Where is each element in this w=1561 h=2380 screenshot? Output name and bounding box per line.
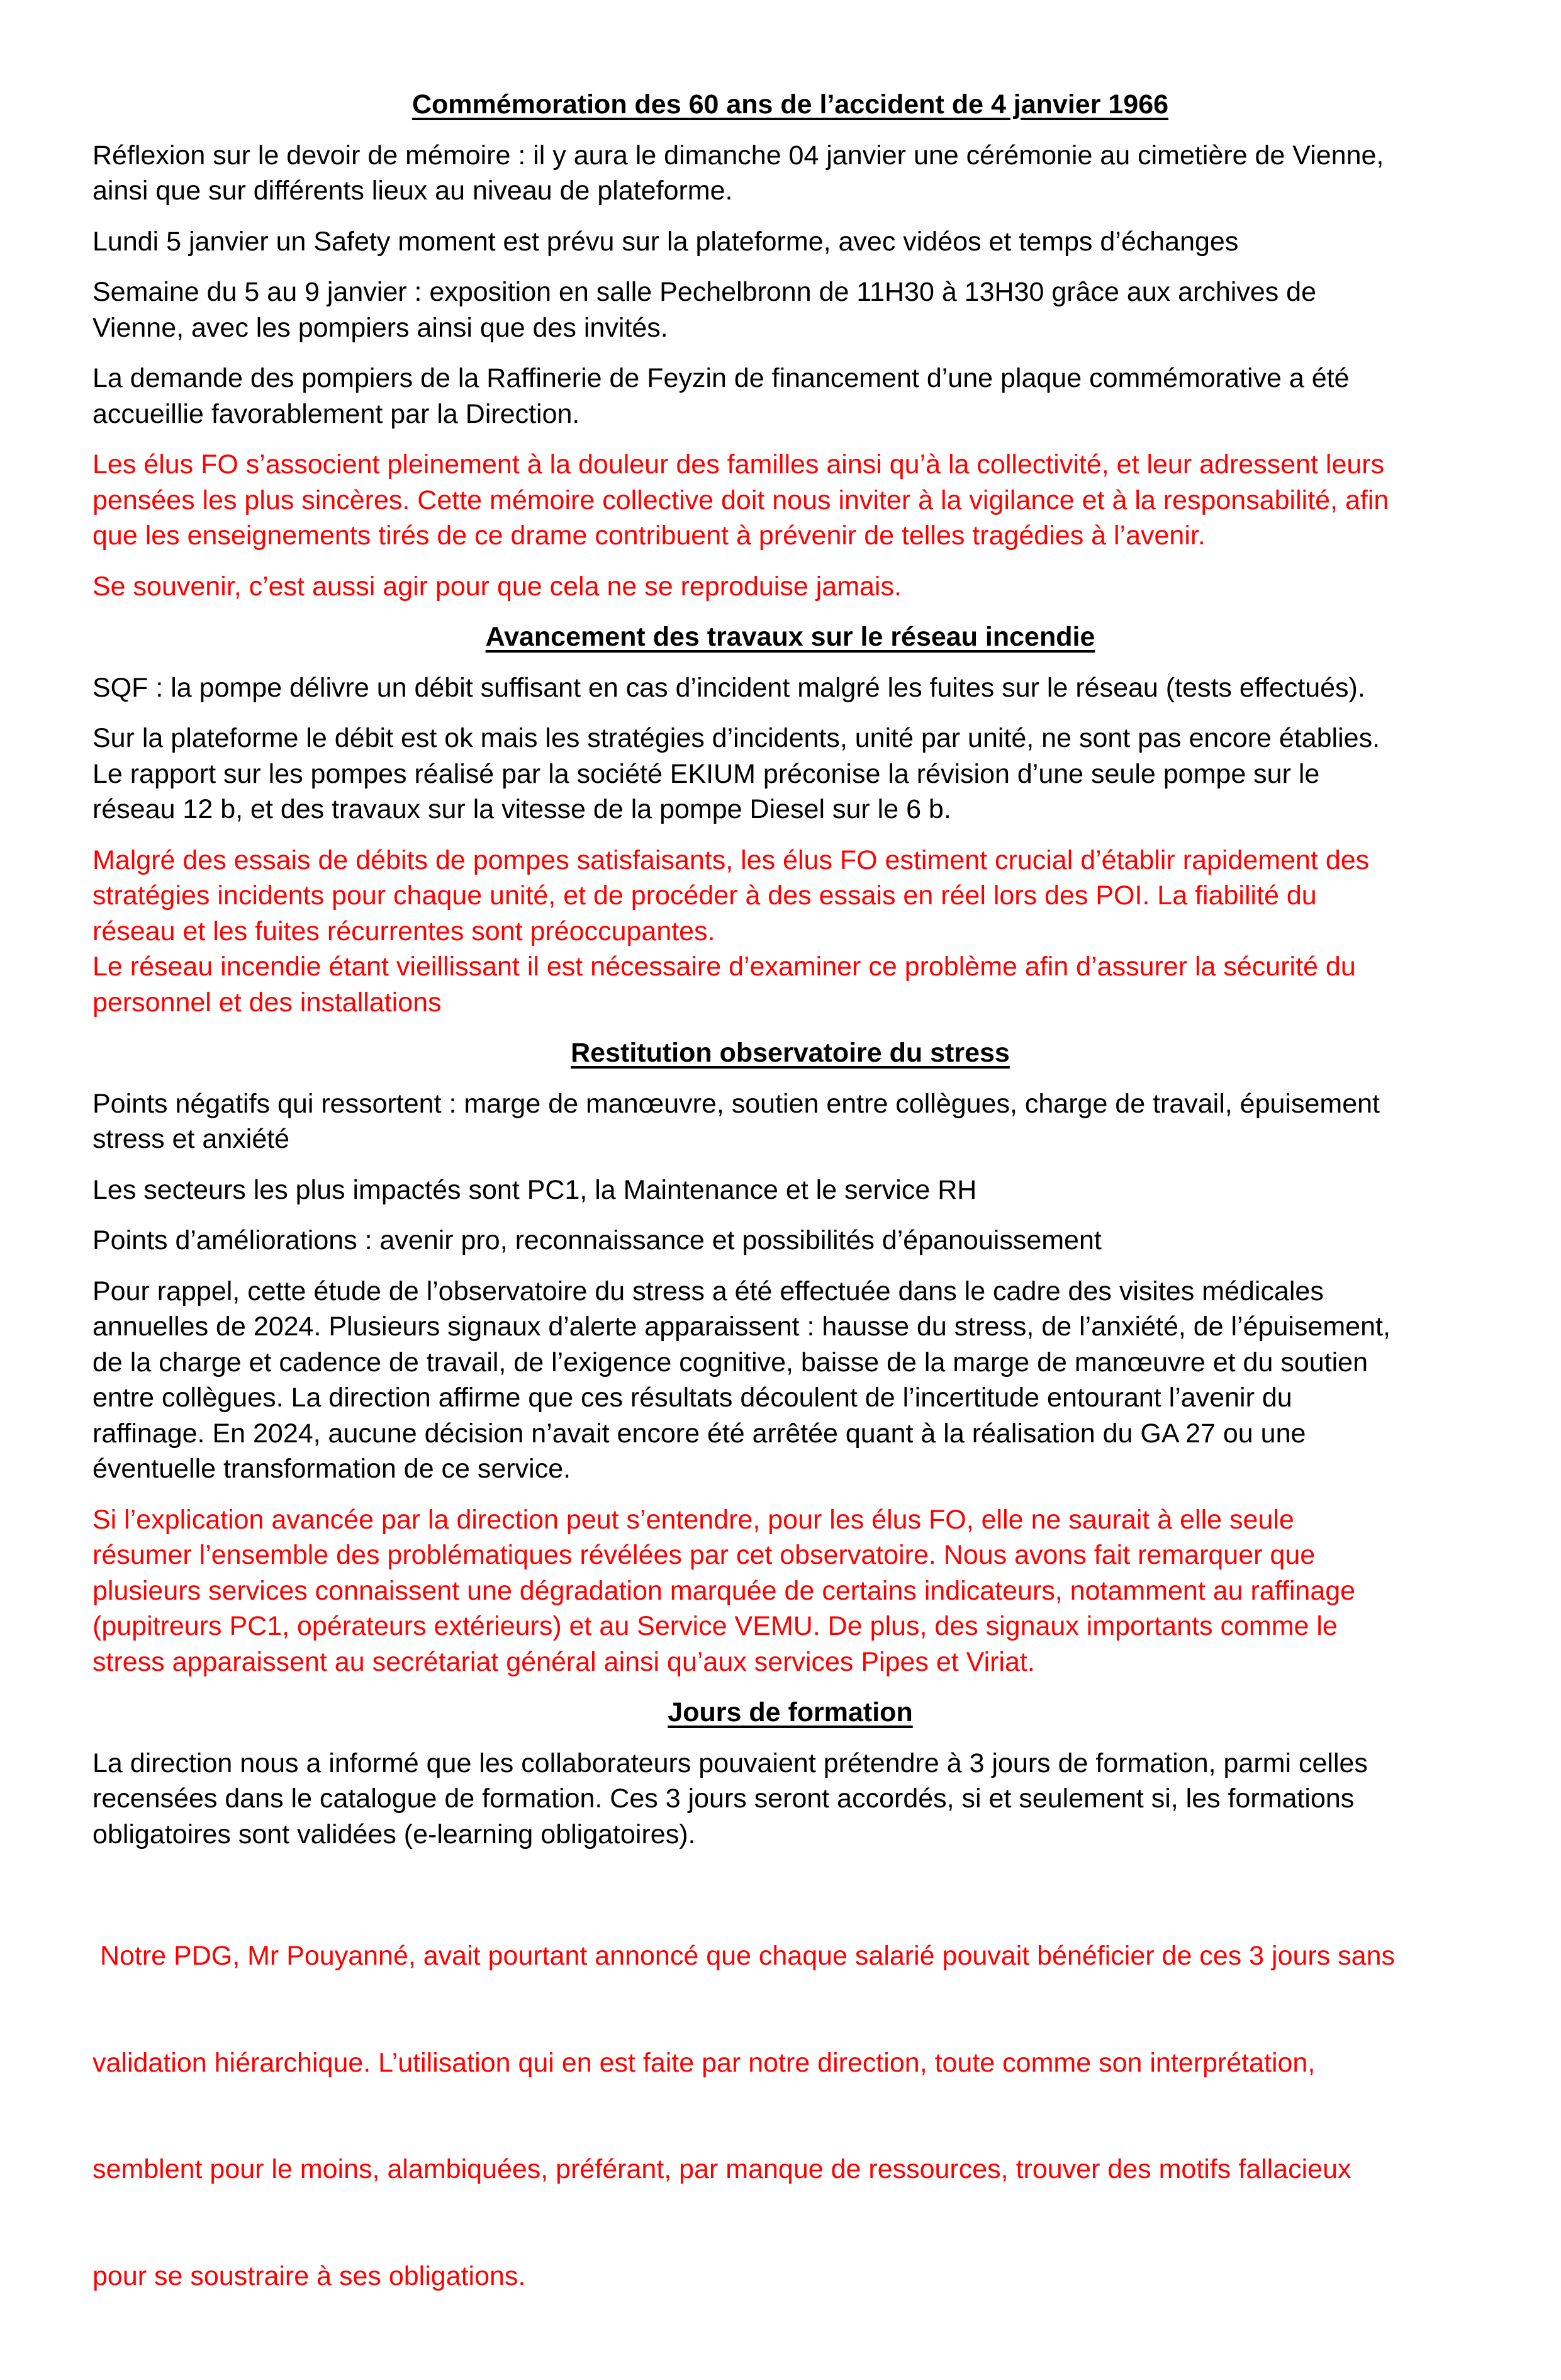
text-line: Malgré des essais de débits de pompes satisfaisants, les élus FO estiment crucial d’établir rapidement des	[92, 845, 1370, 875]
text-line: résumer l’ensemble des problématiques révélées par cet observatoire. Nous avons fait remarquer que	[92, 1540, 1316, 1570]
text-line: Se souvenir, c’est aussi agir pour que cela ne se reproduise jamais.	[92, 571, 902, 602]
text-line: éventuelle transformation de ce service.	[92, 1454, 571, 1484]
paragraph	[92, 361, 1488, 432]
paragraph	[92, 1172, 1488, 1208]
paragraph	[92, 670, 1488, 706]
section-heading-observatoire-stress: Restitution observatoire du stress	[571, 1038, 1010, 1068]
text-line: Lundi 5 janvier un Safety moment est prévu sur la plateforme, avec vidéos et temps d’échanges	[92, 226, 1239, 257]
text-line: (pupitreurs PC1, opérateurs extérieurs) et au Service VEMU. De plus, des signaux importants comme le	[92, 1611, 1338, 1641]
paragraph	[92, 224, 1488, 260]
text-line: Notre PDG, Mr Pouyanné, avait pourtant annoncé que chaque salarié pouvait bénéficier de ces 3 jours sans	[92, 1941, 1396, 1971]
text-line: réseau 12 b, et des travaux sur la vitesse de la pompe Diesel sur le 6 b.	[92, 794, 951, 824]
paragraph	[92, 1746, 1488, 1853]
text-line: obligatoires sont validées (e-learning obligatoires).	[92, 1819, 696, 1850]
text-line: plusieurs services connaissent une dégradation marquée de certains indicateurs, notamment au raffinage	[92, 1575, 1356, 1606]
fo-statement-paragraph	[92, 569, 1488, 605]
section-heading-commemoration: Commémoration des 60 ans de l’accident de 4 janvier 1966	[411, 89, 1169, 120]
text-line: Vienne, avec les pompiers ainsi que des invités.	[92, 312, 668, 343]
text-line: Pour rappel, cette étude de l’observatoire du stress a été effectuée dans le cadre des visites médicales	[92, 1276, 1324, 1306]
section-heading-jours-formation: Jours de formation	[668, 1697, 913, 1727]
text-line: entre collègues. La direction affirme que ces résultats découlent de l’incertitude entourant l’avenir du	[92, 1383, 1292, 1413]
paragraph	[92, 138, 1488, 209]
text-line: validation hiérarchique. L’utilisation qui en est faite par notre direction, toute comme son interprétation,	[92, 2047, 1316, 2078]
paragraph	[92, 1274, 1488, 1487]
text-line: réseau et les fuites récurrentes sont préoccupantes.	[92, 916, 715, 946]
text-line: de la charge et cadence de travail, de l’exigence cognitive, baisse de la marge de manœuvre et du soutien	[92, 1347, 1368, 1378]
text-line: annuelles de 2024. Plusieurs signaux d’alerte apparaissent : hausse du stress, de l’anxiété, de l’épuisement,	[92, 1311, 1390, 1342]
text-line: semblent pour le moins, alambiquées, préférant, par manque de ressources, trouver des motifs fallacieux	[92, 2154, 1351, 2184]
paragraph	[92, 1223, 1488, 1259]
text-line: Points d’améliorations : avenir pro, reconnaissance et possibilités d’épanouissement	[92, 1225, 1102, 1255]
text-line: Semaine du 5 au 9 janvier : exposition en salle Pechelbronn de 11H30 à 13H30 grâce aux archives de	[92, 277, 1317, 307]
text-line: Si l’explication avancée par la direction peut s’entendre, pour les élus FO, elle ne saurait à elle seule	[92, 1504, 1294, 1535]
text-line: Points négatifs qui ressortent : marge de manœuvre, soutien entre collègues, charge de travail, épuisement	[92, 1088, 1380, 1119]
text-line: SQF : la pompe délivre un débit suffisant en cas d’incident malgré les fuites sur le réseau (tests effectués).	[92, 672, 1365, 703]
text-line: Le rapport sur les pompes réalisé par la société EKIUM préconise la révision d’une seule pompe sur le	[92, 758, 1320, 789]
fo-statement-paragraph	[92, 447, 1488, 554]
text-line: stress et anxiété	[92, 1124, 290, 1154]
text-line: Les élus FO s’associent pleinement à la douleur des familles ainsi qu’à la collectivité, et leur adressent leurs	[92, 449, 1385, 480]
paragraph	[92, 1086, 1488, 1157]
fo-statement-paragraph	[92, 843, 1488, 1021]
paragraph	[92, 274, 1488, 345]
section-heading-reseau-incendie: Avancement des travaux sur le réseau incendie	[485, 622, 1095, 652]
text-line: accueillie favorablement par la Direction.	[92, 398, 580, 429]
text-line: La direction nous a informé que les collaborateurs pouvaient prétendre à 3 jours de formation, parmi celles	[92, 1748, 1368, 1778]
text-line: raffinage. En 2024, aucune décision n’avait encore été arrêtée quant à la réalisation du GA 27 ou une	[92, 1418, 1306, 1449]
text-line: stress apparaissent au secrétariat général ainsi qu’aux services Pipes et Viriat.	[92, 1646, 1035, 1677]
text-line: Sur la plateforme le débit est ok mais les stratégies d’incidents, unité par unité, ne sont pas encore établies.	[92, 723, 1380, 753]
fo-statement-paragraph	[92, 1867, 1488, 2365]
text-line: pour se soustraire à ses obligations.	[92, 2260, 526, 2291]
text-line: Les secteurs les plus impactés sont PC1, la Maintenance et le service RH	[92, 1174, 977, 1205]
text-line: personnel et des installations	[92, 987, 442, 1018]
fo-statement-paragraph	[92, 1502, 1488, 1680]
text-line: La demande des pompiers de la Raffinerie de Feyzin de financement d’une plaque commémorative a été	[92, 363, 1350, 393]
text-line: recensées dans le catalogue de formation. Ces 3 jours seront accordés, si et seulement si, les formations	[92, 1783, 1355, 1814]
text-line: stratégies incidents pour chaque unité, et de procéder à des essais en réel lors des POI. La fiabilité du	[92, 880, 1317, 911]
document-page	[92, 87, 1488, 2380]
text-line: pensées les plus sincères. Cette mémoire collective doit nous inviter à la vigilance et à la responsabilité, afin	[92, 485, 1389, 515]
text-line: Réflexion sur le devoir de mémoire : il y aura le dimanche 04 janvier une cérémonie au cimetière de Vienne,	[92, 140, 1384, 171]
text-line: ainsi que sur différents lieux au niveau de plateforme.	[92, 176, 733, 206]
text-line: que les enseignements tirés de ce drame contribuent à prévenir de telles tragédies à l’avenir.	[92, 520, 1206, 551]
paragraph	[92, 721, 1488, 828]
text-line: Le réseau incendie étant vieillissant il est nécessaire d’examiner ce problème afin d’assurer la sécurité du	[92, 951, 1356, 982]
